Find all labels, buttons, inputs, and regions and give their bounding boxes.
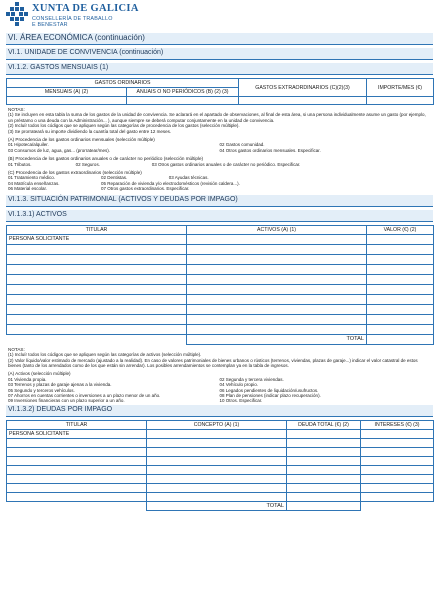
subsection-heading: VI.1. UNIDADE DE CONVIVENCIA (continuación)	[6, 48, 433, 60]
deudas-table	[6, 420, 434, 511]
activos-total-label: TOTAL	[187, 334, 367, 344]
activos-group-title: (A) Activos (selección múltiple)	[8, 371, 71, 377]
concepto-input-cell[interactable]	[147, 429, 287, 438]
deuda-input-cell[interactable]	[287, 438, 361, 447]
group-c-list: 01 Tratamiento médico. 02 Dentistas. 03 Ayudas técnicas. 04 Matrícula enseñanzas. 05 Reparación de vivienda y/o electrodomésticos (revisión caldera...). 06 Material escolar. 07 Otros gastos extraordinarios. Especificar.	[8, 175, 240, 192]
group-b-title: (B) Procedencia de los gastos ordinarios anuales o de carácter no periódico (selección múltiple)	[8, 156, 204, 162]
col-anuais: ANUAIS O NO PERIÓDICOS (B) (2) (3)	[127, 88, 239, 97]
activos-input-cell[interactable]	[187, 264, 367, 274]
col-deuda-total: DEUDA TOTAL (€) (2)	[287, 420, 361, 429]
concepto-input-cell[interactable]	[147, 474, 287, 483]
patrimonial-heading: VI.1.3. SITUACIÓN PATRIMONIAL (ACTIVOS Y DEUDAS POR IMPAGO)	[6, 195, 433, 207]
concepto-input-cell[interactable]	[147, 483, 287, 492]
intereses-input-cell[interactable]	[361, 483, 434, 492]
titular-input-cell[interactable]	[7, 264, 187, 274]
row-persona-solicitante: PERSONA SOLICITANTE	[7, 429, 147, 438]
activos-table	[6, 225, 434, 345]
titular-input-cell[interactable]	[7, 438, 147, 447]
concepto-input-cell[interactable]	[147, 492, 287, 501]
valor-input-cell[interactable]	[367, 254, 434, 264]
col-ordinarios: GASTOS ORDINARIOS	[7, 79, 239, 88]
col-intereses: INTERESES (€) (3)	[361, 420, 434, 429]
col-mensuais: MENSUAIS (A) (2)	[7, 88, 127, 97]
note: (2) Incluír todos los códigos que se apliquen según las categorías de procedencia de los gastos (selección múltiple).	[8, 123, 240, 129]
activos-input-cell[interactable]	[187, 284, 367, 294]
titular-input-cell[interactable]	[7, 254, 187, 264]
gastos-notes: NOTAS: (1) Se incluyen en esta tabla la suma de los gastos de la unidad de convivencia. Se aclarará en el apartado de observaciones, al final de esta área, si una persona individualmente asume un gasto (por ejemplo, un préstamo o una deuda con la Administración... ), aunque siempre se deberá computar conjuntamente en la unidad de convivencia. (2) Incluír todos los códigos que se apliquen según las categorías de procedencia de los gastos (selección múltiple). (3) Se prorrateará su importe dividiendo la cuantía total del gasto entre 12 meses. (A) Procedencia de los gastos ordinarios mensuales (selección múltiple) 01 Hipoteca/alquiler. 02 Gastos comunidad. 03 Consumos de luz, agua, gas... (prorratear/mes). 04 Otros gastos ordinarios mensuales. Especificar. (B) Procedencia de los gastos ordinarios anuales o de carácter no periódico (selección múltiple) 01 Tributos. 02 Seguros. 03 Otros gastos ordinarios anuales o de carácter no periódico. Especificar. (C) Procedencia de los gastos extraordinarios (selección múltiple) 01 Tratamiento médico. 02 Dentistas. 03 Ayudas técnicas. 04 Matrícula enseñanzas. 05 Reparación de vivienda y/o electrodomésticos (revisión caldera...). 06 Material escolar. 07 Otros gastos extraordinarios. Especificar.	[6, 105, 433, 192]
valor-input-cell[interactable]	[367, 284, 434, 294]
activos-input-cell[interactable]	[187, 244, 367, 254]
activos-input-cell[interactable]	[187, 314, 367, 324]
col-importe: IMPORTE/MES (€)	[367, 79, 434, 97]
col-titular: TITULAR	[7, 420, 147, 429]
intereses-input-cell[interactable]	[361, 438, 434, 447]
group-a-list: 01 Hipoteca/alquiler. 02 Gastos comunidad. 03 Consumos de luz, agua, gas... (prorratear/mes). 04 Otros gastos ordinarios mensuales. Especificar.	[8, 142, 321, 153]
intereses-input-cell[interactable]	[361, 456, 434, 465]
titular-input-cell[interactable]	[7, 244, 187, 254]
activos-input-cell[interactable]	[187, 254, 367, 264]
note: (1) Incluír todos los códigos que se apliquen según las categorías de activos (selección múltiple).	[8, 352, 202, 358]
deudas-total-value[interactable]	[287, 501, 361, 510]
gastos-input-cell[interactable]	[127, 97, 239, 105]
titular-input-cell[interactable]	[7, 492, 147, 501]
titular-input-cell[interactable]	[7, 447, 147, 456]
xunta-logo-icon	[6, 2, 28, 26]
intereses-input-cell[interactable]	[361, 465, 434, 474]
group-c-title: (C) Procedencia de los gastos extraordinarios (selección múltiple)	[8, 170, 142, 176]
gastos-mensuais-heading: VI.1.2. GASTOS MENSUAIS (1)	[6, 63, 433, 75]
titular-input-cell[interactable]	[7, 274, 187, 284]
gastos-table	[6, 78, 434, 105]
activos-group-list: 01 Vivienda propia. 02 Segunda y tercera viviendas. 03 Terrenos y plazas de garaje ajenas a la vivienda. 04 Vehículo propio. 05 Segundo y terceros vehículos. 06 Legados pendientes de liquidación/usufructos. 07 Ahorros en cuentas corrientes o inversiones a un plazo menor de un año. 08 Plan de pensiones (indicar plazo recuperación). 09 Inversiones financieras con un plazo superior a un año. 10 Otros. Especificar.	[8, 376, 321, 404]
deuda-input-cell[interactable]	[287, 429, 361, 438]
valor-input-cell[interactable]	[367, 274, 434, 284]
activos-input-cell[interactable]	[187, 294, 367, 304]
valor-input-cell[interactable]	[367, 314, 434, 324]
org-subtitle: CONSELLERÍA DE TRABALLO	[32, 16, 113, 22]
col-titular: TITULAR	[7, 225, 187, 234]
deuda-input-cell[interactable]	[287, 465, 361, 474]
deuda-input-cell[interactable]	[287, 474, 361, 483]
valor-input-cell[interactable]	[367, 294, 434, 304]
titular-input-cell[interactable]	[7, 284, 187, 294]
gastos-input-cell[interactable]	[367, 97, 434, 105]
titular-input-cell[interactable]	[7, 474, 147, 483]
concepto-input-cell[interactable]	[147, 447, 287, 456]
col-valor: VALOR (€) (2)	[367, 225, 434, 234]
deuda-input-cell[interactable]	[287, 483, 361, 492]
activos-input-cell[interactable]	[367, 234, 434, 244]
form-page	[6, 33, 433, 511]
col-activos: ACTIVOS (A) (1)	[187, 225, 367, 234]
deudas-heading: VI.1.3.2) DEUDAS POR IMPAGO	[6, 405, 433, 417]
note: (3) Se prorrateará su importe dividiendo la cuantía total del gasto entre 12 meses.	[8, 128, 172, 134]
section-heading: VI. ÁREA ECONÓMICA (continuación)	[6, 33, 433, 45]
titular-input-cell[interactable]	[7, 294, 187, 304]
gastos-input-cell[interactable]	[7, 97, 127, 105]
deuda-input-cell[interactable]	[287, 456, 361, 465]
titular-input-cell[interactable]	[7, 324, 187, 334]
titular-input-cell[interactable]	[7, 456, 147, 465]
org-subtitle-2: E BENESTAR	[32, 22, 68, 28]
activos-input-cell[interactable]	[187, 324, 367, 334]
header	[6, 2, 206, 28]
concepto-input-cell[interactable]	[147, 465, 287, 474]
deuda-input-cell[interactable]	[287, 492, 361, 501]
row-persona-solicitante: PERSONA SOLICITANTE	[7, 234, 187, 244]
intereses-input-cell[interactable]	[361, 429, 434, 438]
intereses-input-cell[interactable]	[361, 492, 434, 501]
valor-input-cell[interactable]	[367, 324, 434, 334]
org-title: XUNTA DE GALICIA	[32, 3, 139, 14]
intereses-input-cell[interactable]	[361, 447, 434, 456]
group-a-title: (A) Procedencia de los gastos ordinarios mensuales (selección múltiple)	[8, 137, 155, 143]
deuda-input-cell[interactable]	[287, 447, 361, 456]
concepto-input-cell[interactable]	[147, 456, 287, 465]
valor-input-cell[interactable]	[367, 264, 434, 274]
activos-heading: VI.1.3.1) ACTIVOS	[6, 210, 433, 222]
deudas-total-label: TOTAL	[147, 501, 287, 510]
activos-input-cell[interactable]	[187, 304, 367, 314]
valor-input-cell[interactable]	[367, 244, 434, 254]
concepto-input-cell[interactable]	[147, 438, 287, 447]
intereses-input-cell[interactable]	[361, 474, 434, 483]
valor-input-cell[interactable]	[367, 304, 434, 314]
col-concepto: CONCEPTO (A) (1)	[147, 420, 287, 429]
titular-input-cell[interactable]	[7, 304, 187, 314]
activos-input-cell[interactable]	[187, 274, 367, 284]
gastos-input-cell[interactable]	[239, 97, 367, 105]
activos-notes: NOTAS: (1) Incluír todos los códigos que se apliquen según las categorías de activos (selección múltiple). (2) Valor líquido/valor estimado de mercado (ajustado a la realidad). En caso de valores patrimoniales de bienes urbanos o rústicos (terrenos, viviendas, plazas de garaje...) indicar el valor catastral de estos bienes (tanto de los arrendados como de los que están sin arrendar). Los posibles arrendamientos se contemplan ya en la tabla de ingresos. (A) Activos (selección múltiple) 01 Vivienda propia. 02 Segunda y tercera viviendas. 03 Terrenos y plazas de garaje ajenas a la vivienda. 04 Vehículo propio. 05 Segundo y terceros vehículos. 06 Legados pendientes de liquidación/usufructos. 07 Ahorros en cuentas corrientes o inversiones a un plazo menor de un año. 08 Plan de pensiones (indicar plazo recuperación). 09 Inversiones financieras con un plazo superior a un año. 10 Otros. Especificar.	[6, 345, 433, 404]
note: (1) Se incluyen en esta tabla la suma de los gastos de la unidad de convivencia. Se aclarará en el apartado de observaciones, al final de esta área, si una persona individualmente asume un gasto (por ejemplo, un préstamo o una deuda con la Administración... ), aunque siempre se deberá computar conjuntamente en la unidad de convivencia.	[8, 112, 426, 123]
group-b-list: 01 Tributos. 02 Seguros. 03 Otros gastos ordinarios anuales o de carácter no periódico. Especificar.	[8, 161, 301, 167]
titular-input-cell[interactable]	[7, 465, 147, 474]
titular-input-cell[interactable]	[7, 314, 187, 324]
col-extraordinarios: GASTOS EXTRAORDINARIOS (C)(2)(3)	[239, 79, 367, 97]
activos-input-cell[interactable]	[187, 234, 367, 244]
titular-input-cell[interactable]	[7, 483, 147, 492]
activos-total-value[interactable]	[367, 334, 434, 344]
note: (2) Valor líquido/valor estimado de mercado (ajustado a la realidad). En caso de valores patrimoniales de bienes urbanos o rústicos (terrenos, viviendas, plazas de garaje...) indicar el valor catastral de estos bienes (tanto de los arrendados como de los que están sin arrendar). Los posibles arrendamientos se contemplan ya en la tabla de ingresos.	[8, 357, 418, 368]
